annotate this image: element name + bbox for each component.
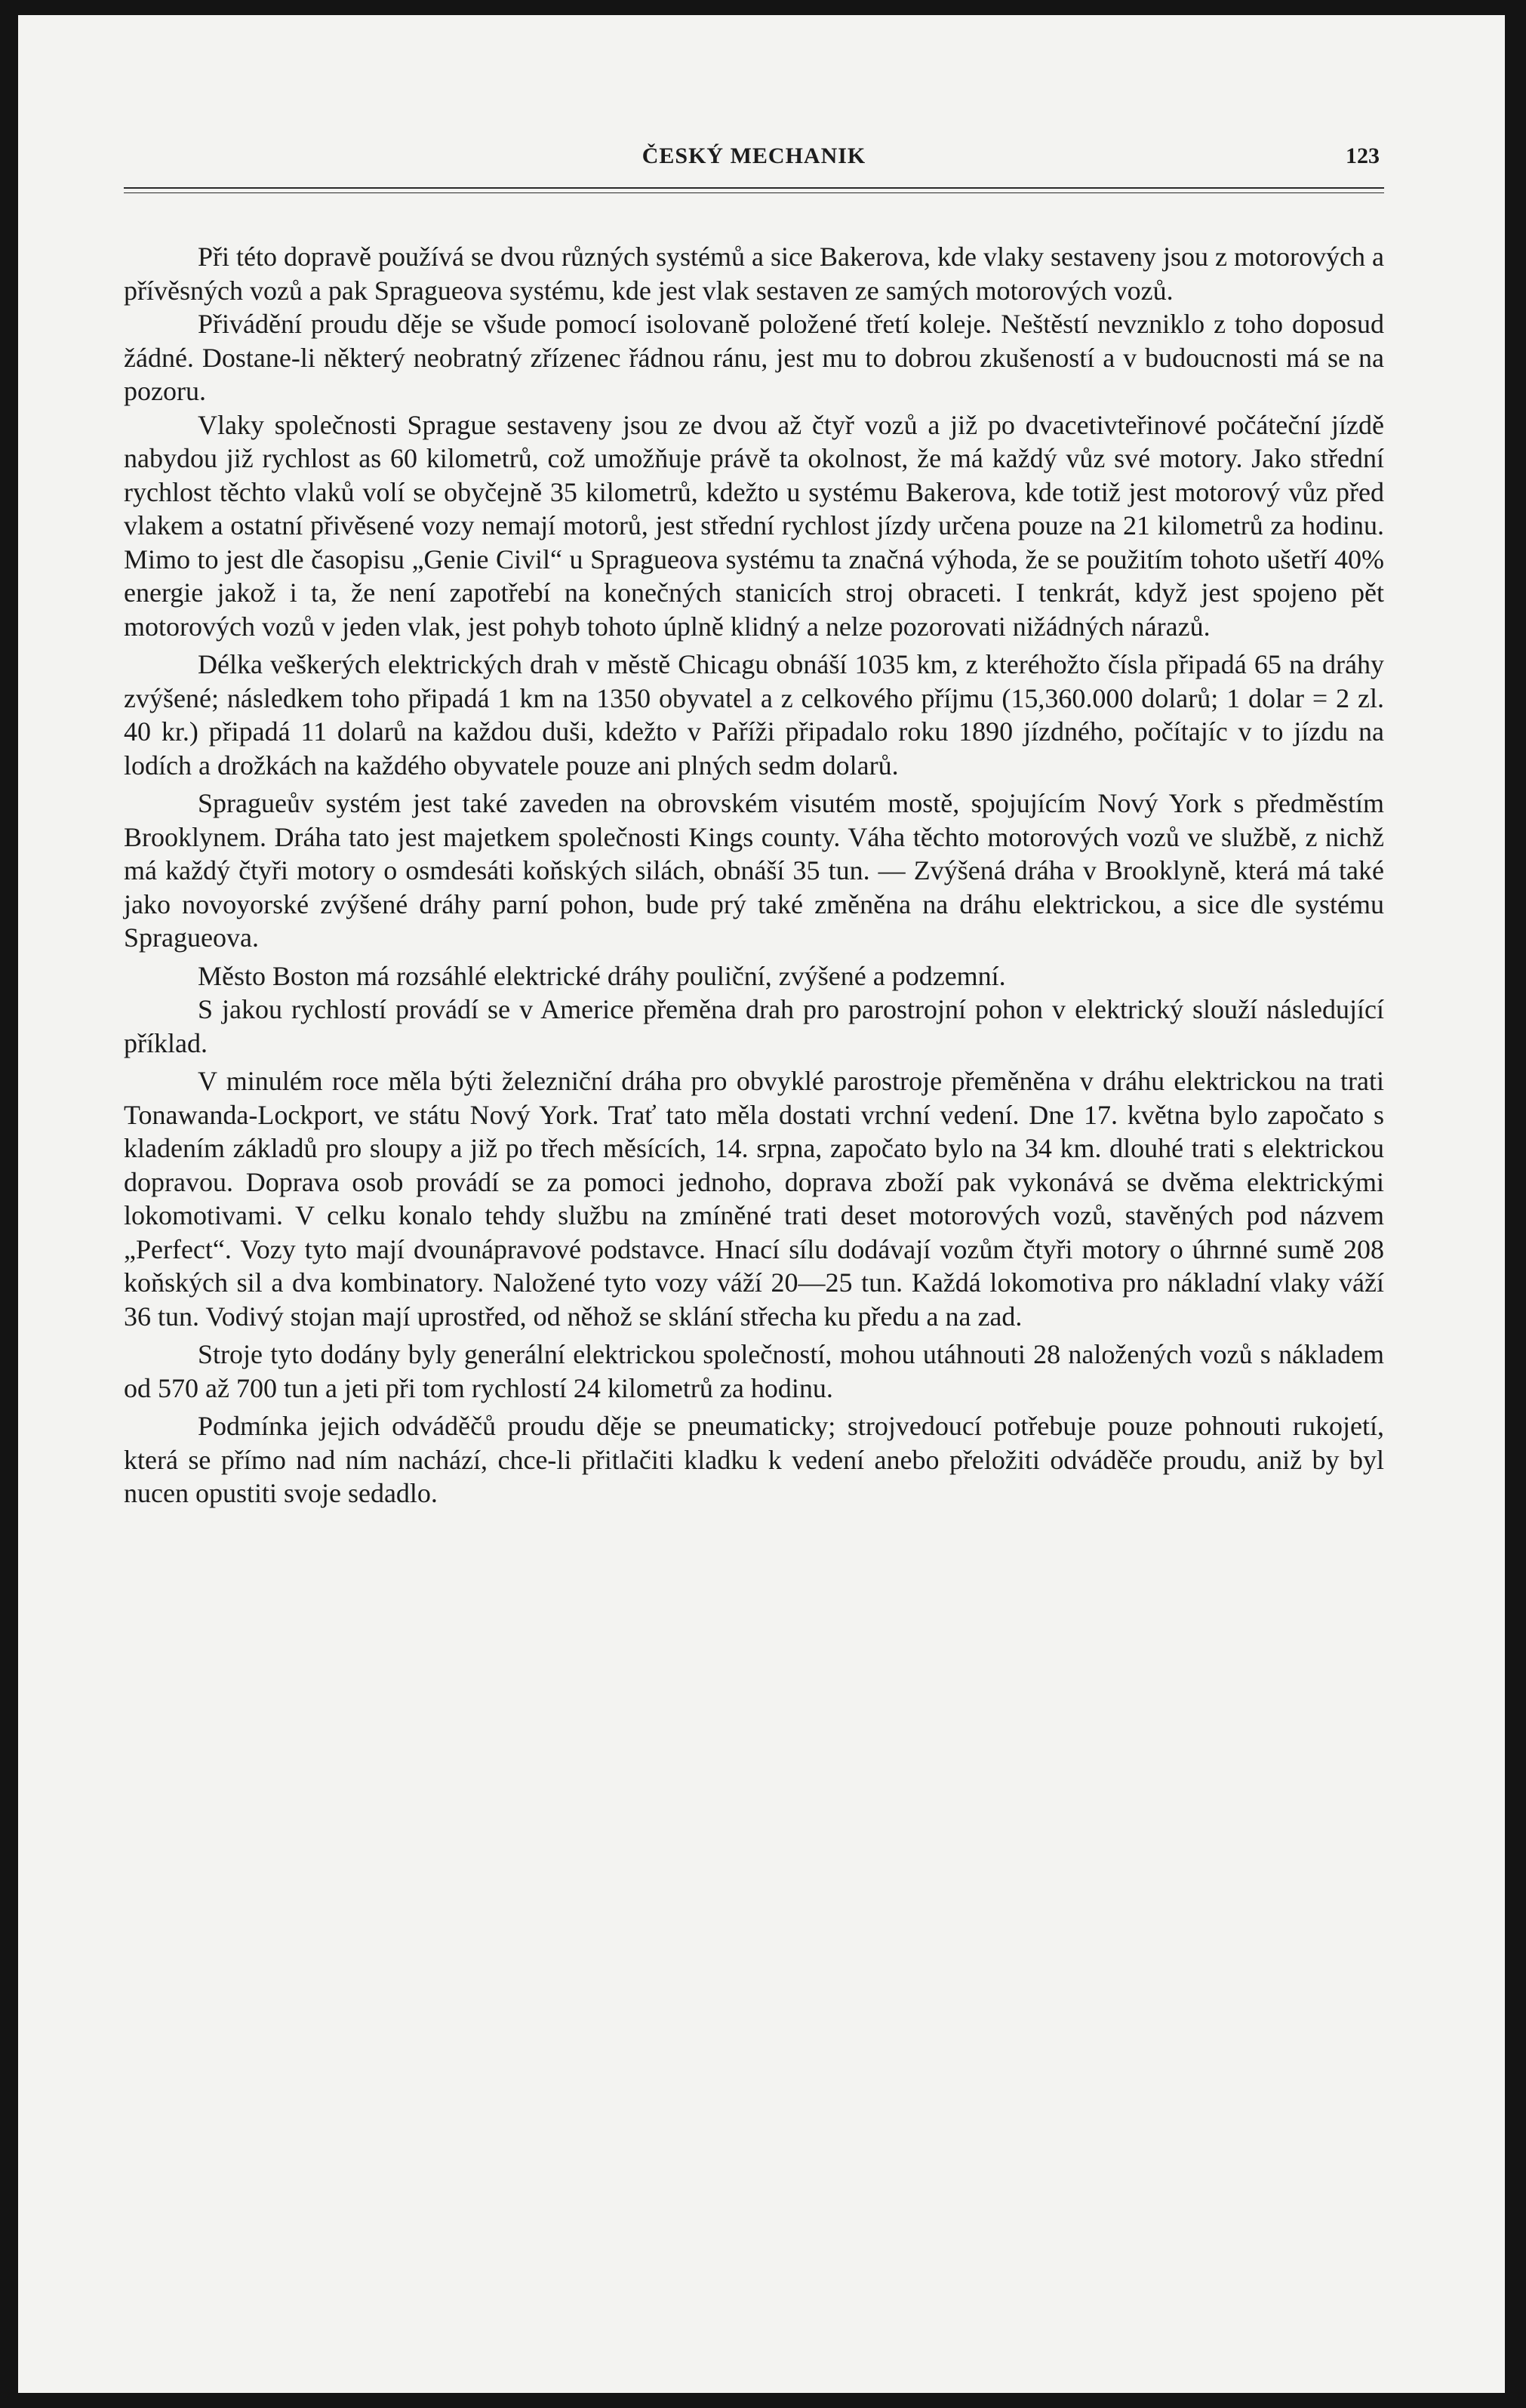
paragraph-1: Při této dopravě používá se dvou různých systémů a sice Bakerova, kde vlaky sestaveny jsou z motorových a přívěsných vozů a pak Spragueova systému, kde jest vlak sestaven ze samých motorových vozů. <box>124 242 1384 306</box>
paragraph-7: S jakou rychlostí provádí se v Americe přeměna drah pro parostrojní pohon v elektrický slouží následující příklad. <box>124 994 1384 1058</box>
paragraph-5: Spragueův systém jest také zaveden na obrovském visutém mostě, spojujícím Nový York s předměstím Brooklynem. Dráha tato jest majetkem společnosti Kings county. Váha těchto motorových vozů ve službě, z nichž má každý čtyři motory o osmdesáti koňských silách, obnáší 35 tun. — Zvýšená dráha v Brooklyně, která má také jako novoyorské zvýšené dráhy parní pohon, bude prý také změněna na dráhu elektrickou, a sice dle systému Spragueova. <box>124 788 1384 953</box>
paragraph-10: Podmínka jejich odváděčů proudu děje se pneumaticky; strojvedoucí potřebuje pouze pohnouti rukojetí, která se přímo nad ním nachází, chce-li přitlačiti kladku k vedení anebo přeložiti odváděče proudu, aniž by byl nucen opustiti svoje sedadlo. <box>124 1411 1384 1508</box>
header-rule-thin <box>124 192 1384 193</box>
paragraph-9: Stroje tyto dodány byly generální elektrickou společností, mohou utáhnouti 28 naložených vozů s nákladem od 570 až 700 tun a jeti při tom rychlostí 24 kilometrů za hodinu. <box>124 1339 1384 1403</box>
paragraph-6: Město Boston má rozsáhlé elektrické dráhy pouliční, zvýšené a podzemní. <box>198 960 1006 991</box>
journal-title: ČESKÝ MECHANIK <box>641 143 866 168</box>
header-rule-thick <box>124 187 1384 189</box>
paragraph-2: Přivádění proudu děje se všude pomocí isolovaně položené třetí koleje. Neštěstí nevzniklo z toho doposud žádné. Dostane-li některý neobratný zřízenec řádnou ránu, jest mu to dobrou zkušeností a v budoucnosti má se na pozoru. <box>124 309 1384 406</box>
book-page <box>18 15 1505 2393</box>
page-number: 123 <box>1346 143 1380 168</box>
article-body <box>124 240 1384 1515</box>
paragraph-8: V minulém roce měla býti železniční dráha pro obvyklé parostroje přeměněna v dráhu elektrickou na trati Tonawanda-Lockport, ve státu Nový York. Trať tato měla dostati vrchní vedení. Dne 17. května bylo započato s kladením základů pro sloupy a již po třech měsících, 14. srpna, započato bylo na 34 km. dlouhé trati s elektrickou dopravou. Doprava osob provádí se za pomoci jednoho, doprava zboží pak vykonává se dvěma elektrickými lokomotivami. V celku konalo tehdy službu na zmíněné trati deset motorových vozů, stavěných pod názvem „Perfect“. Vozy tyto mají dvounápravové podstavce. Hnací sílu dodávají vozům čtyři motory o úhrnné sumě 208 koňských sil a dva kombinatory. Naložené tyto vozy váží 20—25 tun. Každá lokomotiva pro nákladní vlaky váží 36 tun. Vodivý stojan mají uprostřed, od něhož se sklání střecha ku předu a na zad. <box>124 1066 1384 1332</box>
paragraph-4: Délka veškerých elektrických drah v městě Chicagu obnáší 1035 km, z kteréhožto čísla připadá 65 na dráhy zvýšené; následkem toho připadá 1 km na 1350 obyvatel a z celkového příjmu (15,360.000 dolarů; 1 dolar = 2 zl. 40 kr.) připadá 11 dolarů na každou duši, kdežto v Paříži připadalo roku 1890 jízdného, počítajíc v to jízdu na lodích a drožkách na každého obyvatele pouze ani plných sedm dolarů. <box>124 649 1384 781</box>
paragraph-3: Vlaky společnosti Sprague sestaveny jsou ze dvou až čtyř vozů a již po dvacetivteřinové počáteční jízdě nabydou již rychlost as 60 kilometrů, což umožňuje právě ta okolnost, že má každý vůz své motory. Jako střední rychlost těchto vlaků volí se obyčejně 35 kilometrů, kdežto u systému Bakerova, kde totiž jest motorový vůz před vlakem a ostatní přivěsené vozy nemají motorů, jest střední rychlost jízdy určena pouze na 21 kilometrů za hodinu. Mimo to jest dle časopisu „Genie Civil“ u Spragueova systému ta značná výhoda, že se použitím tohoto ušetří 40% energie jakož i ta, že není zapotřebí na konečných stanicích stroj obraceti. I tenkrát, když jest spojeno pět motorových vozů v jeden vlak, jest pohyb tohoto úplně klidný a nelze pozorovati nižádných nárazů. <box>124 409 1384 642</box>
running-header <box>124 143 1384 189</box>
